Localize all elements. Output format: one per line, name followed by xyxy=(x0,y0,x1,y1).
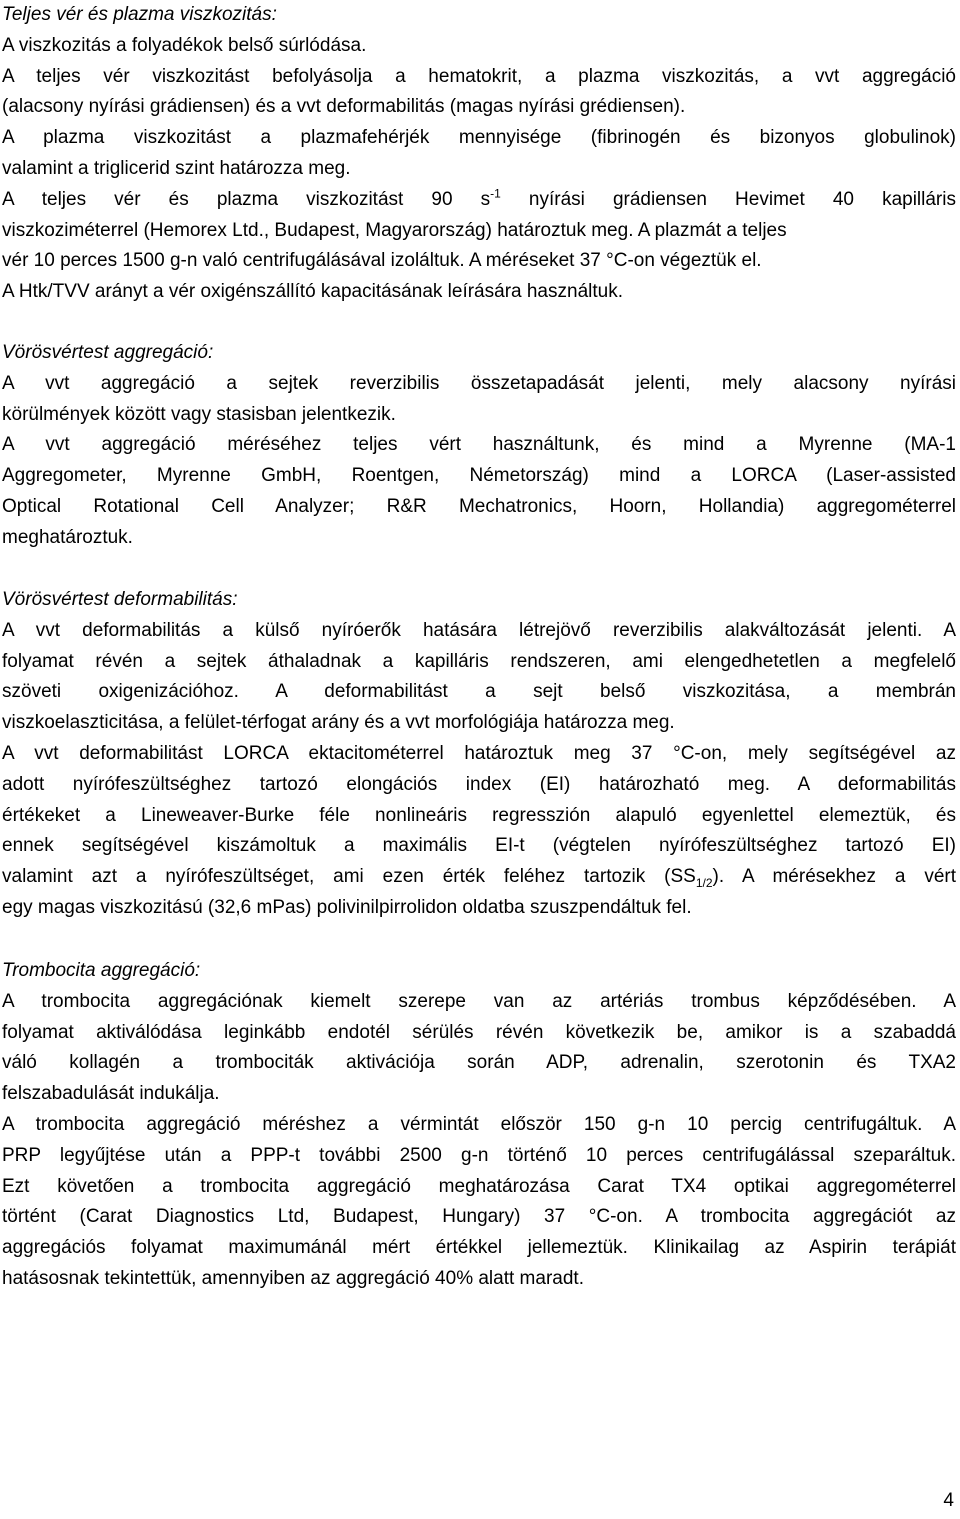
text-line xyxy=(2,185,956,215)
text-line: A Htk/TVV arányt a vér oxigénszállító kapacitásának leírására használtuk. xyxy=(2,281,623,303)
text-line: váló kollagén a trombociták aktivációja során ADP, adrenalin, szerotonin és TXA2 xyxy=(2,1052,956,1074)
section-heading: Teljes vér és plazma viszkozitás: xyxy=(2,4,277,25)
text-line: A viszkozitás a folyadékok belső súrlódása. xyxy=(2,34,367,56)
text-run: valamint azt a nyírófeszültséget, ami ezen érték feléhez tartozik (SS xyxy=(2,866,696,888)
text-line: meghatároztuk. xyxy=(2,526,133,548)
text-line: értékeket a Lineweaver-Burke féle nonlineáris regresszión alapuló egyenlettel elemeztük, és xyxy=(2,804,956,826)
text-line: történt (Carat Diagnostics Ltd, Budapest, Hungary) 37 °C-on. A trombocita aggregációt az xyxy=(2,1206,956,1228)
text-line: Aggregometer, Myrenne GmbH, Roentgen, Németország) mind a LORCA (Laser-assisted xyxy=(2,465,956,487)
text-line: valamint a triglicerid szint határozza meg. xyxy=(2,158,351,179)
text-run: A teljes vér és plazma viszkozitást 90 s xyxy=(2,188,491,210)
text-line: vér 10 perces 1500 g-n való centrifugálásával izoláltuk. A méréseket 37 °C-on végeztük el. xyxy=(2,250,762,272)
page-number: 4 xyxy=(943,1490,954,1511)
text-line: Ezt követően a trombocita aggregáció meghatározása Carat TX4 optikai aggregométerrel xyxy=(2,1175,956,1197)
text-run: nyírási grádiensen Hevimet 40 kapilláris xyxy=(500,188,956,210)
text-line: aggregációs folyamat maximumánál mért értékkel jellemeztük. Klinikailag az Aspirin terápiát xyxy=(2,1237,956,1259)
section-heading: Vörösvértest deformabilitás: xyxy=(2,589,238,610)
text-line: (alacsony nyírási grádiensen) és a vvt deformabilitás (magas nyírási grédiensen). xyxy=(2,96,686,118)
text-line: A trombocita aggregációnak kiemelt szerepe van az artériás trombus képződésében. A xyxy=(2,990,956,1012)
text-run: ). A mérésekhez a vért xyxy=(712,866,956,888)
text-line: folyamat aktiválódása leginkább endotél sérülés révén következik be, amikor is a szabaddá xyxy=(2,1021,956,1043)
text-line: A vvt deformabilitás a külső nyíróerők hatására létrejövő reverzibilis alakváltozását jelenti. A xyxy=(2,619,956,641)
superscript: -1 xyxy=(490,186,501,201)
text-line: A vvt aggregáció a sejtek reverzibilis összetapadását jelenti, mely alacsony nyírási xyxy=(2,372,956,394)
text-line: A trombocita aggregáció méréshez a vérmintát először 150 g-n 10 percig centrifugáltuk. A xyxy=(2,1114,956,1135)
text-line: hatásosnak tekintettük, amennyiben az aggregáció 40% alatt maradt. xyxy=(2,1268,584,1289)
text-line xyxy=(2,862,956,892)
text-line: egy magas viszkozitású (32,6 mPas) polivinilpirrolidon oldatba szuszpendáltuk fel. xyxy=(2,897,692,918)
text-line: körülmények között vagy stasisban jelentkezik. xyxy=(2,403,396,425)
text-line: folyamat révén a sejtek áthaladnak a kapilláris rendszeren, ami elengedhetetlen a megfelelő xyxy=(2,650,956,672)
text-line: PRP legyűjtése után a PPP-t további 2500 g-n történő 10 perces centrifugálással szeparáltuk. xyxy=(2,1144,956,1166)
text-line: viszkoziméterrel (Hemorex Ltd., Budapest, Magyarország) határoztuk meg. A plazmát a teljes xyxy=(2,219,787,241)
text-line: szöveti oxigenizációhoz. A deformabilitást a sejt belső viszkozitása, a membrán xyxy=(2,681,956,703)
subscript: 1/2 xyxy=(695,875,713,890)
text-line: adott nyírófeszültséghez tartozó elongációs index (EI) határozható meg. A deformabilitás xyxy=(2,773,956,795)
text-line: A vvt deformabilitást LORCA ektacitométerrel határoztuk meg 37 °C-on, mely segítségével az xyxy=(2,743,956,764)
text-line: A vvt aggregáció méréséhez teljes vért használtunk, és mind a Myrenne (MA-1 xyxy=(2,434,956,456)
text-line: ennek segítségével kiszámoltuk a maximális EI-t (végtelen nyírófeszültséghez tartozó EI) xyxy=(2,835,956,857)
text-line: A plazma viszkozitást a plazmafehérjék mennyisége (fibrinogén és bizonyos globulinok) xyxy=(2,127,956,149)
text-line: viszkoelaszticitása, a felület-térfogat arány és a vvt morfológiája határozza meg. xyxy=(2,712,675,734)
text-line: Optical Rotational Cell Analyzer; R&R Mechatronics, Hoorn, Hollandia) aggregométerrel xyxy=(2,496,956,517)
section-heading: Trombocita aggregáció: xyxy=(2,960,201,981)
text-line: felszabadulását indukálja. xyxy=(2,1083,220,1105)
section-heading: Vörösvértest aggregáció: xyxy=(2,342,214,363)
text-line: A teljes vér viszkozitást befolyásolja a hematokrit, a plazma viszkozitás, a vvt aggregáció xyxy=(2,65,956,87)
